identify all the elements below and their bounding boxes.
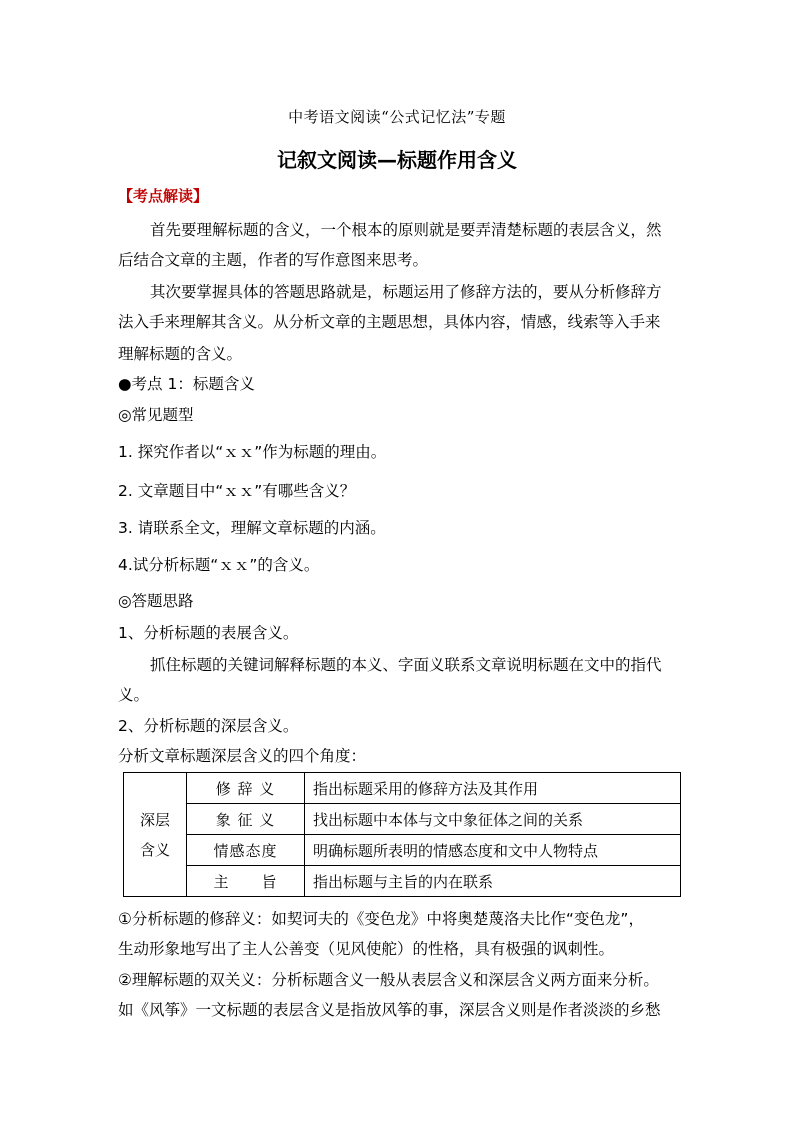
table-description-cell: 明确标题所表明的情感态度和文中人物特点 — [305, 835, 681, 866]
common-type-item: 1. 探究作者以“ｘｘ”作为标题的理由。 — [118, 443, 387, 461]
note-1-line-1: ①分析标题的修辞义：如契诃夫的《变色龙》中将奥楚蔑洛夫比作“变色龙”， — [118, 910, 644, 928]
note-2-line-1: ②理解标题的双关义：分析标题含义一般从表层含义和深层含义两方面来分析。 — [118, 971, 659, 989]
table-description-cell: 指出标题采用的修辞方法及其作用 — [305, 773, 681, 804]
intro-paragraph-2-line-1: 其次要掌握具体的答题思路就是，标题运用了修辞方法的，要从分析修辞方 — [150, 283, 662, 301]
table-description-cell: 找出标题中本体与文中象征体之间的关系 — [305, 804, 681, 835]
intro-paragraph-2-line-3: 理解标题的含义。 — [118, 345, 243, 363]
table-category-cell: 象 征 义 — [187, 804, 305, 835]
table-row — [124, 866, 681, 897]
approach-heading: ◎答题思路 — [118, 592, 194, 610]
common-type-item: 3. 请联系全文，理解文章标题的内涵。 — [118, 519, 386, 537]
table-category-cell: 修 辞 义 — [187, 773, 305, 804]
table-row — [124, 835, 681, 866]
table-row — [124, 804, 681, 835]
document-title: 记叙文阅读—标题作用含义 — [277, 148, 517, 172]
note-1-line-2: 生动形象地写出了主人公善变（见风使舵）的性格，具有极强的讽刺性。 — [118, 940, 615, 958]
approach-step-1-body-line-1: 抓住标题的关键词解释标题的本义、字面义联系文章说明标题在文中的指代 — [150, 656, 662, 674]
approach-step-2: 2、分析标题的深层含义。 — [118, 717, 299, 735]
common-type-item: 2. 文章题目中“ｘｘ”有哪些含义？ — [118, 482, 356, 500]
table-intro: 分析文章标题深层含义的四个角度： — [118, 747, 367, 765]
table-category-cell: 情感态度 — [187, 835, 305, 866]
common-types-heading: ◎常见题型 — [118, 406, 194, 424]
section-tag-kaodian-jiedu: 【考点解读】 — [118, 187, 209, 205]
approach-step-1: 1、分析标题的表展含义。 — [118, 624, 299, 642]
approach-step-1-body-line-2: 义。 — [118, 686, 150, 704]
table-category-cell: 主 旨 — [187, 866, 305, 897]
intro-paragraph-1-line-2: 后结合文章的主题，作者的写作意图来思考。 — [118, 251, 429, 269]
table-row-header — [124, 773, 187, 897]
table-row — [124, 773, 681, 804]
table-description-cell: 指出标题与主旨的内在联系 — [305, 866, 681, 897]
deep-meaning-angles-table — [123, 772, 681, 897]
intro-paragraph-2-line-2: 法入手来理解其含义。从分析文章的主题思想，具体内容，情感，线索等入手来 — [118, 313, 661, 331]
intro-paragraph-1-line-1: 首先要理解标题的含义，一个根本的原则就是要弄清楚标题的表层含义，然 — [150, 221, 662, 239]
document-subtitle: 中考语文阅读“公式记忆法”专题 — [288, 108, 506, 126]
common-type-item: 4.试分析标题“ｘｘ”的含义。 — [118, 556, 320, 574]
kaodian-1-heading: ●考点 1：标题含义 — [118, 375, 255, 393]
row-header-line: 深层 — [139, 810, 170, 829]
row-header-line: 含义 — [139, 840, 170, 859]
note-2-line-2: 如《风筝》一文标题的表层含义是指放风筝的事，深层含义则是作者淡淡的乡愁 — [118, 1001, 661, 1019]
